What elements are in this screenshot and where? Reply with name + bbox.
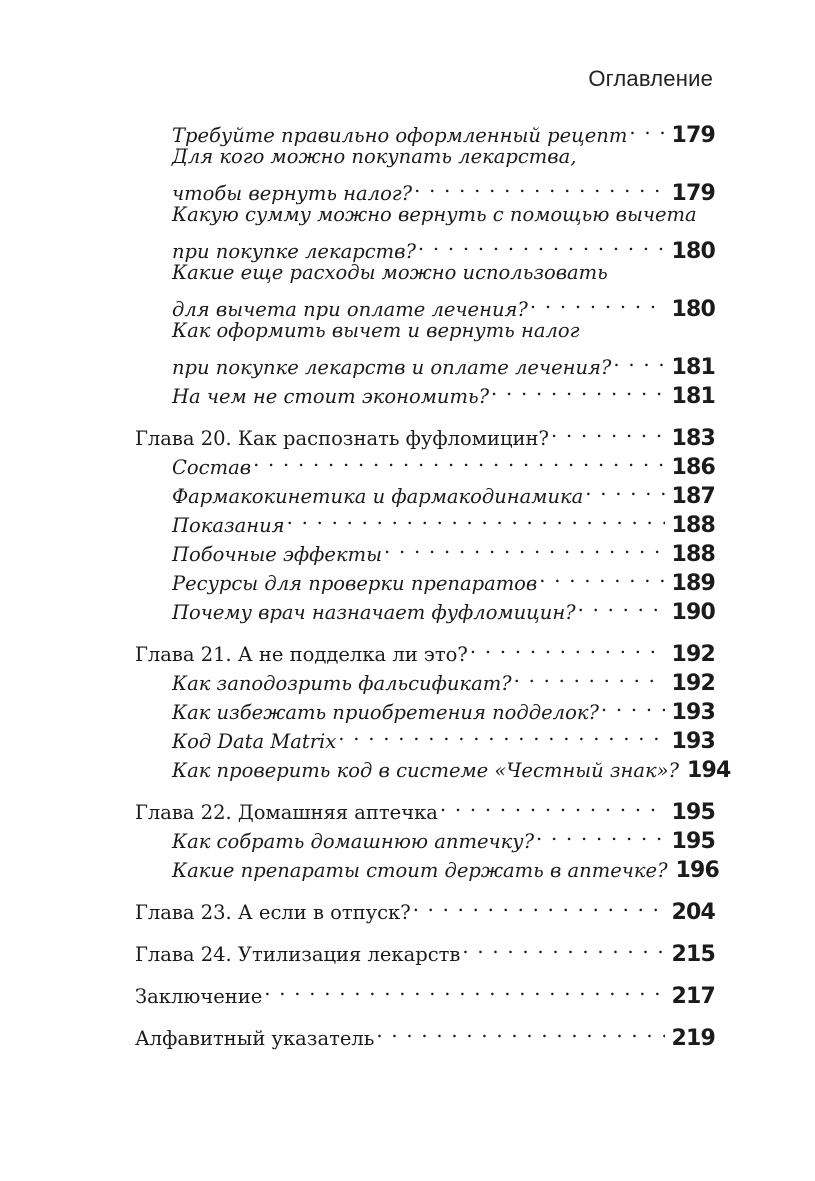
dot-leader bbox=[264, 975, 665, 1003]
toc-page-number: 180 bbox=[671, 297, 715, 322]
toc-page-number: 194 bbox=[686, 758, 731, 783]
toc-subsection-entry bbox=[172, 230, 715, 264]
toc-subsection-entry bbox=[172, 749, 731, 783]
toc-entry-title: Как заподозрить фальсификат? bbox=[172, 672, 512, 695]
toc-entry-title: Заключение bbox=[135, 985, 263, 1008]
dot-leader bbox=[287, 504, 666, 532]
dot-leader bbox=[418, 230, 666, 258]
toc-chapter-entry bbox=[135, 417, 715, 451]
dot-leader bbox=[578, 591, 666, 619]
toc-page-number: 181 bbox=[671, 355, 715, 380]
dot-leader bbox=[338, 720, 665, 748]
toc-entry-title: Код Data Matrix bbox=[172, 730, 337, 753]
toc-page-number: 195 bbox=[671, 829, 715, 854]
dot-leader bbox=[491, 375, 665, 403]
toc-subsection-entry bbox=[172, 375, 715, 409]
toc-entry-title: чтобы вернуть налог? bbox=[172, 182, 413, 205]
dot-leader bbox=[470, 633, 666, 661]
toc-chapter-entry bbox=[135, 933, 715, 967]
dot-leader bbox=[413, 891, 666, 919]
toc-chapter-entry bbox=[135, 975, 715, 1009]
toc-subsection-entry bbox=[172, 172, 715, 206]
toc-entry-title: Глава 22. Домашняя аптечка bbox=[135, 801, 438, 824]
toc-chapter-entry bbox=[135, 891, 715, 925]
toc-subsection-entry bbox=[172, 114, 715, 148]
toc-subsection-entry bbox=[172, 562, 715, 596]
toc-subsection-entry bbox=[172, 446, 715, 480]
toc-page-number: 193 bbox=[671, 700, 715, 725]
toc-entry-title: Глава 24. Утилизация лекарств bbox=[135, 943, 461, 966]
dot-leader bbox=[585, 475, 665, 503]
toc-page-number: 217 bbox=[671, 984, 715, 1009]
toc-entry-title: Глава 20. Как распознать фуфломицин? bbox=[135, 427, 549, 450]
toc-page-number: 192 bbox=[671, 671, 715, 696]
toc-page-number: 190 bbox=[671, 600, 715, 625]
dot-leader bbox=[376, 1017, 665, 1045]
toc-entry-title: Глава 23. А если в отпуск? bbox=[135, 901, 411, 924]
dot-leader bbox=[384, 533, 665, 561]
toc-entry-title: Побочные эффекты bbox=[172, 543, 382, 566]
dot-leader bbox=[462, 933, 665, 961]
toc-page-number: 179 bbox=[671, 181, 715, 206]
dot-leader bbox=[414, 172, 665, 200]
toc-entry-title: На чем не стоит экономить? bbox=[172, 385, 490, 408]
toc-entry-title: Как проверить код в системе «Честный знак»? bbox=[172, 759, 679, 782]
toc-entry-title: Какие препараты стоит держать в аптечке? bbox=[172, 859, 668, 882]
toc-subsection-entry bbox=[172, 288, 715, 322]
toc-page-number: 189 bbox=[671, 571, 715, 596]
toc-entry-title: Почему врач назначает фуфломицин? bbox=[172, 601, 576, 624]
toc-entry-title: Для кого можно покупать лекарства, bbox=[172, 145, 577, 168]
toc-page-number: 180 bbox=[671, 239, 715, 264]
toc-page-number: 181 bbox=[671, 384, 715, 409]
dot-leader bbox=[629, 114, 665, 142]
dot-leader bbox=[253, 446, 665, 474]
dot-leader bbox=[601, 691, 666, 719]
dot-leader bbox=[514, 662, 666, 690]
toc-page-number: 188 bbox=[671, 513, 715, 538]
toc-page-number: 188 bbox=[671, 542, 715, 567]
toc-entry-title: Состав bbox=[172, 456, 252, 479]
toc-subsection-entry bbox=[172, 662, 715, 696]
dot-leader bbox=[539, 562, 665, 590]
toc-chapter-entry bbox=[135, 633, 715, 667]
dot-leader bbox=[551, 417, 666, 445]
toc-entry-title: Ресурсы для проверки препаратов bbox=[172, 572, 538, 595]
toc-page-number: 187 bbox=[671, 484, 715, 509]
dot-leader bbox=[530, 288, 666, 316]
toc-subsection-entry bbox=[172, 259, 715, 287]
toc-subsection-entry bbox=[172, 849, 720, 883]
toc-entry-title: при покупке лекарств? bbox=[172, 240, 416, 263]
toc-entry-title: Показания bbox=[172, 514, 285, 537]
toc-subsection-entry bbox=[172, 691, 715, 725]
toc-page-number: 179 bbox=[671, 123, 715, 148]
toc-entry-title: Алфавитный указатель bbox=[135, 1027, 375, 1050]
toc-page-number: 192 bbox=[671, 642, 715, 667]
dot-leader bbox=[536, 820, 665, 848]
toc-page-number: 215 bbox=[671, 942, 715, 967]
toc-page-number: 204 bbox=[671, 900, 715, 925]
toc-page-number: 219 bbox=[671, 1026, 715, 1051]
toc-subsection-entry bbox=[172, 533, 715, 567]
toc-chapter-entry bbox=[135, 1017, 715, 1051]
toc-subsection-entry bbox=[172, 820, 715, 854]
toc-subsection-entry bbox=[172, 346, 715, 380]
toc-entry-title: Как оформить вычет и вернуть налог bbox=[172, 319, 580, 342]
toc-page-number: 193 bbox=[671, 729, 715, 754]
toc-entry-title: Как собрать домашнюю аптечку? bbox=[172, 830, 535, 853]
toc-subsection-entry bbox=[172, 504, 715, 538]
toc-page-number: 195 bbox=[671, 800, 715, 825]
toc-entry-title: Требуйте правильно оформленный рецепт bbox=[172, 124, 628, 147]
toc-entry-title: Какие еще расходы можно использовать bbox=[172, 261, 608, 284]
toc-entry-title: Какую сумму можно вернуть с помощью вычета bbox=[172, 203, 697, 226]
toc-page-number: 186 bbox=[671, 455, 715, 480]
dot-leader bbox=[440, 791, 666, 819]
toc-chapter-entry bbox=[135, 791, 715, 825]
dot-leader bbox=[613, 346, 665, 374]
toc-subsection-entry bbox=[172, 475, 715, 509]
toc-entry-title: Глава 21. А не подделка ли это? bbox=[135, 643, 468, 666]
toc-subsection-entry bbox=[172, 720, 715, 754]
toc-subsection-entry bbox=[172, 317, 715, 345]
toc-entry-title: Фармакокинетика и фармакодинамика bbox=[172, 485, 584, 508]
toc-page-number: 196 bbox=[675, 858, 720, 883]
running-head-title: Оглавление bbox=[588, 66, 713, 91]
toc-entry-title: при покупке лекарств и оплате лечения? bbox=[172, 356, 612, 379]
toc-entry-title: для вычета при оплате лечения? bbox=[172, 298, 528, 321]
toc-subsection-entry bbox=[172, 591, 715, 625]
toc-page-number: 183 bbox=[671, 426, 715, 451]
toc-subsection-entry bbox=[172, 201, 715, 229]
toc-entry-title: Как избежать приобретения подделок? bbox=[172, 701, 599, 724]
toc-subsection-entry bbox=[172, 143, 715, 171]
